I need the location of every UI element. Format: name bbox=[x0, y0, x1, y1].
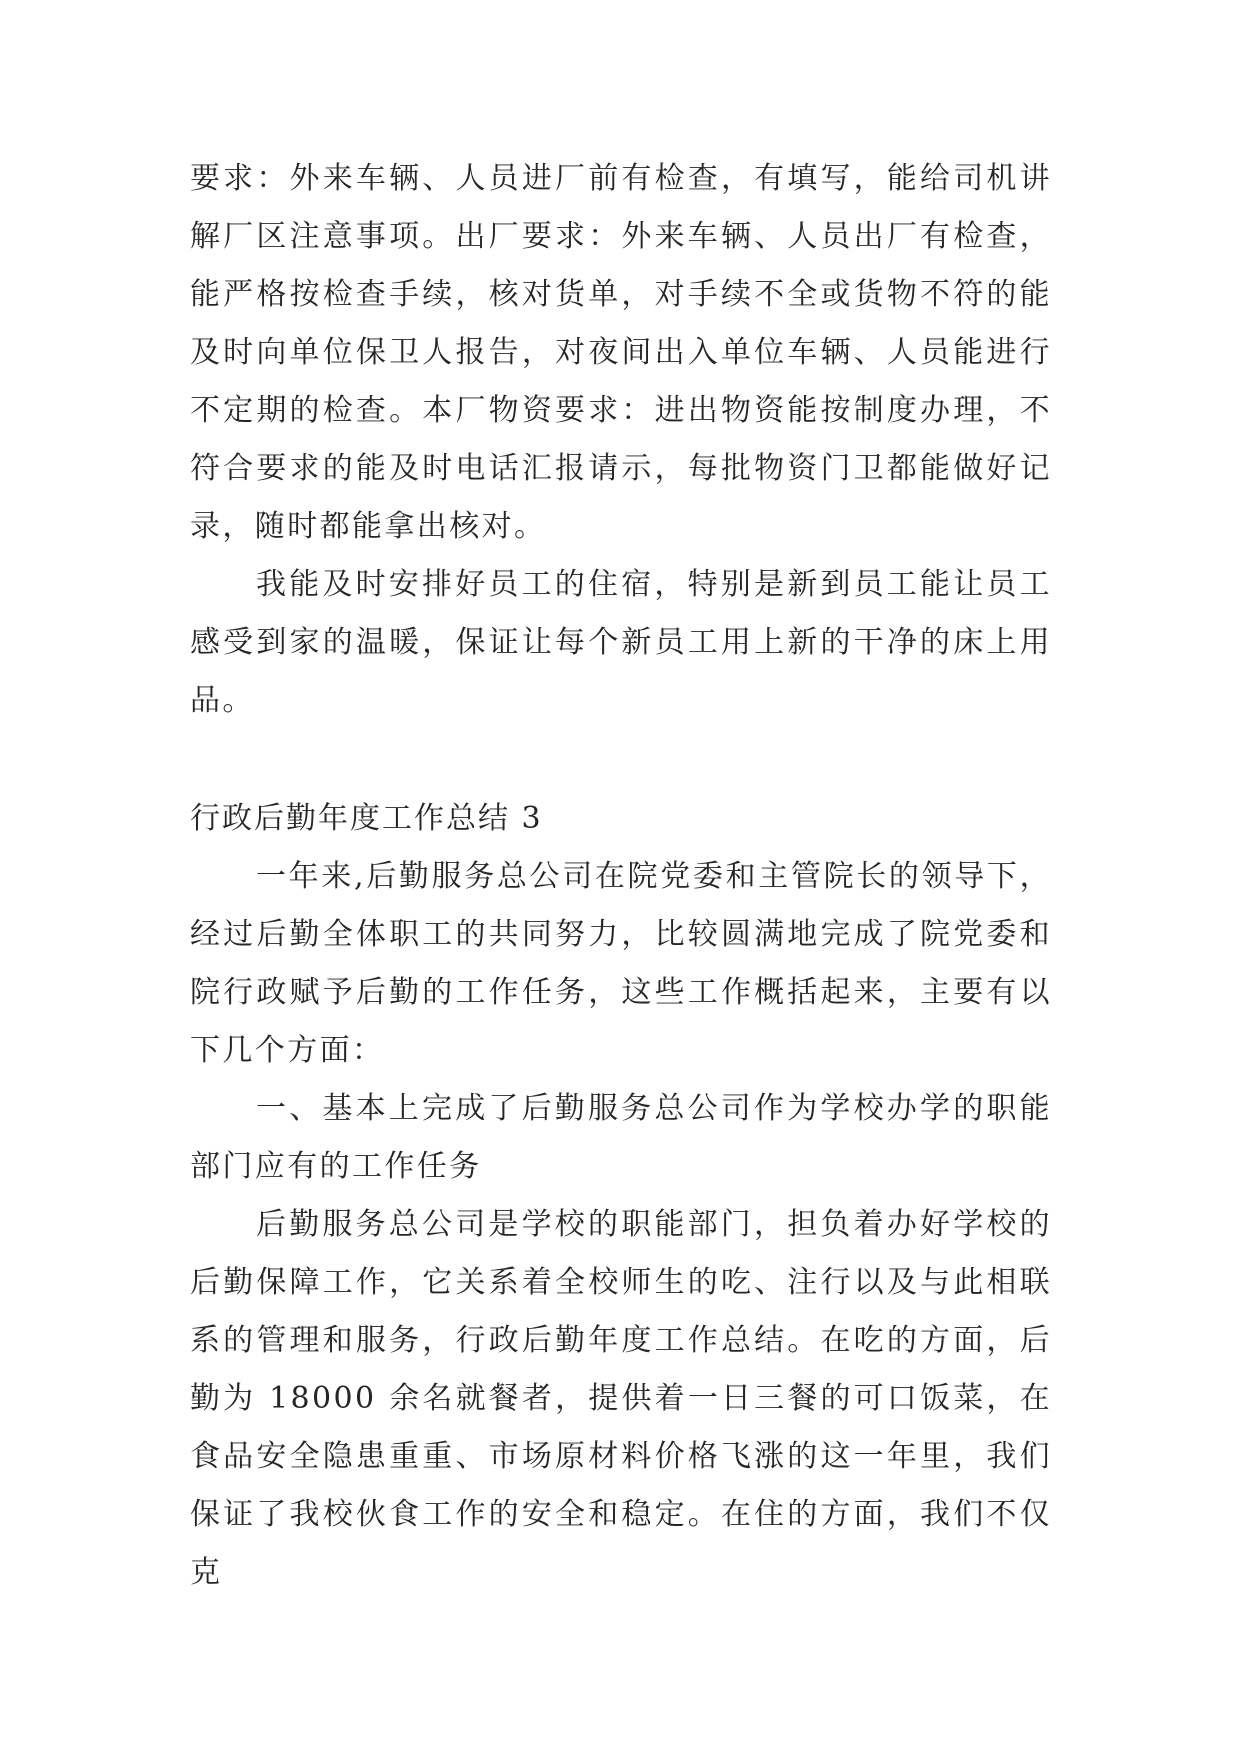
paragraph-2: 我能及时安排好员工的住宿，特别是新到员工能让员工感受到家的温暖，保证让每个新员工用上新的干净的床上用品。 bbox=[190, 567, 1052, 718]
paragraph-1: 要求：外来车辆、人员进厂前有检查，有填写，能给司机讲解厂区注意事项。出厂要求：外来车辆、人员出厂有检查，能严格按检查手续，核对货单，对手续不全或货物不符的能及时向单位保卫人报告，对夜间出入单位车辆、人员能进行不定期的检查。本厂物资要求：进出物资能按制度办理，不符合要求的能及时电话汇报请示，每批物资门卫都能做好记录，随时都能拿出核对。 bbox=[190, 161, 1052, 544]
document-page bbox=[190, 150, 1052, 1602]
paragraph-3: 一年来,后勤服务总公司在院党委和主管院长的领导下，经过后勤全体职工的共同努力，比较圆满地完成了院党委和院行政赋予后勤的工作任务，这些工作概括起来，主要有以下几个方面： bbox=[190, 859, 1052, 1068]
section-title: 行政后勤年度工作总结 3 bbox=[190, 801, 543, 836]
paragraph-4: 一、基本上完成了后勤服务总公司作为学校办学的职能部门应有的工作任务 bbox=[190, 1091, 1052, 1184]
paragraph-5: 后勤服务总公司是学校的职能部门，担负着办好学校的后勤保障工作，它关系着全校师生的吃、注行以及与此相联系的管理和服务，行政后勤年度工作总结。在吃的方面，后勤为 18000 余名就餐者，提供着一日三餐的可口饭菜，在食品安全隐患重重、市场原材料价格飞涨的这一年里，我们保证了我校伙食工作的安全和稳定。在住的方面，我们不仅克 bbox=[190, 1207, 1052, 1590]
